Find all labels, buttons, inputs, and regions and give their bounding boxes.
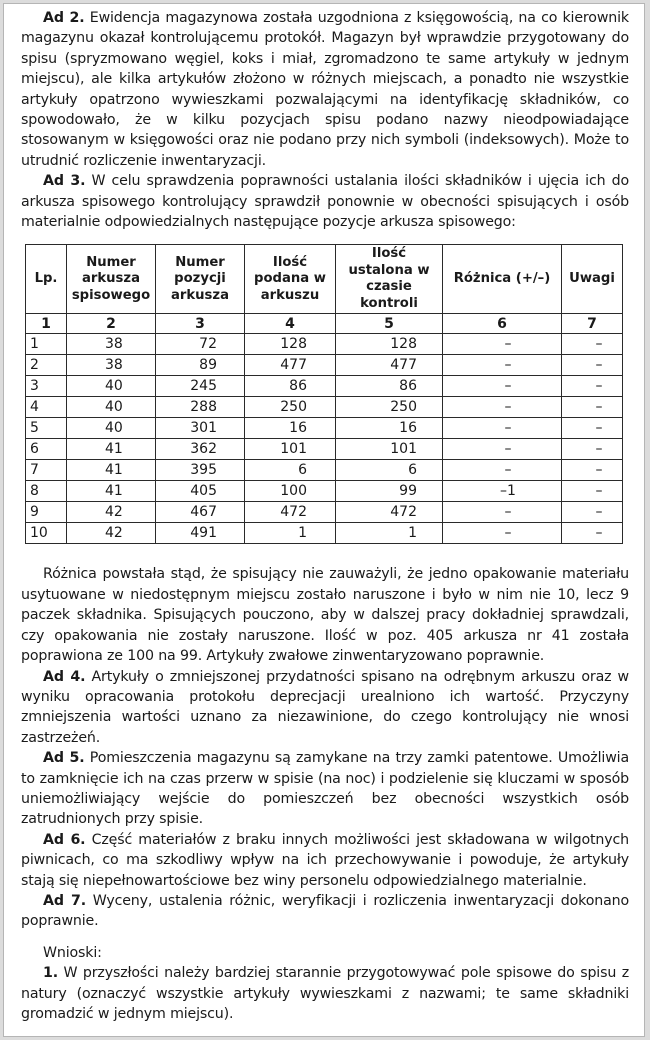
cell-item-number: 72 (156, 334, 245, 355)
spacer (21, 555, 629, 564)
cell-lp: 2 (26, 355, 67, 376)
column-number: 3 (156, 314, 245, 334)
cell-difference: – (443, 460, 562, 481)
inventory-check-table (25, 244, 623, 544)
cell-lp: 3 (26, 376, 67, 397)
table-row (26, 481, 623, 502)
table-row (26, 355, 623, 376)
paragraph-lead: Ad 2. (43, 10, 85, 26)
table-row (26, 334, 623, 355)
cell-sheet-number: 42 (67, 523, 156, 544)
table-header-row (26, 245, 623, 314)
cell-remarks: – (562, 376, 623, 397)
paragraph-ad4 (21, 667, 629, 749)
cell-quantity-checked: 477 (336, 355, 443, 376)
paragraph-text: W celu sprawdzenia poprawności ustalania ilości składników i ujęcia ich do arkusza spisowego kontrolujący sprawdził ponownie w obecności spisujących i osób materialnie odpowiedzialnych następujące pozycje arkusza spisowego: (21, 173, 629, 231)
cell-item-number: 301 (156, 418, 245, 439)
cell-quantity-stated: 1 (245, 523, 336, 544)
paragraph-text: Artykuły o zmniejszonej przydatności spisano na odrębnym arkuszu oraz w wyniku opracowania protokołu deprecjacji urealniono ich wartość. Przyczyny zmniejszenia wartości uznano za niezawinione, do czego kontrolujący nie wnosi zastrzeżeń. (21, 668, 629, 746)
cell-quantity-stated: 250 (245, 397, 336, 418)
paragraph-lead: Ad 3. (43, 173, 86, 190)
cell-remarks: – (562, 523, 623, 544)
header-lp: Lp. (26, 245, 67, 314)
column-number: 5 (336, 314, 443, 334)
cell-sheet-number: 41 (67, 439, 156, 460)
cell-difference: – (443, 376, 562, 397)
spacer (21, 544, 629, 555)
paragraph-lead: Ad 4. (43, 668, 86, 685)
cell-difference: – (443, 334, 562, 355)
paragraph-text: Część materiałów z braku innych możliwości jest składowana w wilgotnych piwnicach, co ma szkodliwy wpływ na ich przechowywanie i powoduje, że artykuły stają się niepełnowartościowe bez winy personelu odpowiedzialnego materialnie. (21, 831, 629, 889)
paragraph-text: Pomieszczenia magazynu są zamykane na trzy zamki patentowe. Umożliwia to zamknięcie ich na czas przerw w spisie (na noc) i podzielenie się kluczami w sposób uniemożliwiający wejście do pomieszczeń bez obecności wszystkich osób zatrudnionych przy spisie. (21, 750, 629, 828)
conclusion-number: 1. (43, 965, 58, 982)
cell-item-number: 395 (156, 460, 245, 481)
cell-lp: 7 (26, 460, 67, 481)
cell-quantity-stated: 472 (245, 502, 336, 523)
paragraph-ad5 (21, 748, 629, 830)
header-item-number: Numer pozycji arkusza (156, 245, 245, 314)
paragraph-lead: Ad 7. (43, 892, 86, 909)
cell-sheet-number: 40 (67, 376, 156, 397)
cell-item-number: 89 (156, 355, 245, 376)
cell-quantity-checked: 99 (336, 481, 443, 502)
cell-quantity-checked: 1 (336, 523, 443, 544)
header-quantity-stated: Ilość podana w arkuszu (245, 245, 336, 314)
cell-difference: – (443, 418, 562, 439)
cell-lp: 8 (26, 481, 67, 502)
header-remarks: Uwagi (562, 245, 623, 314)
cell-sheet-number: 42 (67, 502, 156, 523)
cell-item-number: 362 (156, 439, 245, 460)
cell-quantity-stated: 100 (245, 481, 336, 502)
cell-quantity-checked: 6 (336, 460, 443, 481)
table-row (26, 502, 623, 523)
cell-remarks: – (562, 502, 623, 523)
cell-quantity-stated: 86 (245, 376, 336, 397)
cell-lp: 9 (26, 502, 67, 523)
cell-quantity-checked: 472 (336, 502, 443, 523)
cell-remarks: – (562, 397, 623, 418)
cell-sheet-number: 38 (67, 355, 156, 376)
cell-quantity-checked: 16 (336, 418, 443, 439)
paragraph-ad3 (21, 171, 629, 232)
cell-difference: – (443, 502, 562, 523)
header-quantity-checked: Ilość ustalona w czasie kontroli (336, 245, 443, 314)
document-page (3, 3, 645, 1037)
cell-difference: – (443, 397, 562, 418)
cell-lp: 6 (26, 439, 67, 460)
conclusions-title: Wnioski: (43, 944, 102, 961)
cell-quantity-checked: 128 (336, 334, 443, 355)
column-number: 7 (562, 314, 623, 334)
cell-quantity-stated: 16 (245, 418, 336, 439)
column-number: 2 (67, 314, 156, 334)
cell-sheet-number: 41 (67, 460, 156, 481)
cell-remarks: – (562, 481, 623, 502)
cell-lp: 4 (26, 397, 67, 418)
cell-lp: 10 (26, 523, 67, 544)
cell-item-number: 288 (156, 397, 245, 418)
cell-sheet-number: 40 (67, 418, 156, 439)
table-row (26, 439, 623, 460)
cell-quantity-stated: 477 (245, 355, 336, 376)
table-row (26, 460, 623, 481)
table-row (26, 397, 623, 418)
paragraph-lead: Ad 5. (43, 750, 85, 767)
cell-quantity-checked: 101 (336, 439, 443, 460)
column-number: 4 (245, 314, 336, 334)
cell-quantity-checked: 250 (336, 397, 443, 418)
cell-quantity-stated: 128 (245, 334, 336, 355)
cell-item-number: 245 (156, 376, 245, 397)
cell-lp: 1 (26, 334, 67, 355)
cell-difference: – (443, 439, 562, 460)
cell-difference: – (443, 355, 562, 376)
cell-item-number: 491 (156, 523, 245, 544)
conclusion-item-1 (21, 963, 629, 1024)
cell-item-number: 467 (156, 502, 245, 523)
cell-remarks: – (562, 460, 623, 481)
paragraph-difference-explanation: Różnica powstała stąd, że spisujący nie zauważyli, że jedno opakowanie materiału usytuowane w niedostępnym miejscu zostało naruszone i było w nim nie 10, lecz 9 paczek składnika. Spisujących pouczono, aby w dalszej pracy dokładniej sprawdzali, czy opakowania nie zostały naruszone. Ilość w poz. 405 arkusza nr 41 została poprawiona ze 100 na 99. Artykuły zwałowe zinwentaryzowano poprawnie. (21, 566, 629, 665)
column-number: 6 (443, 314, 562, 334)
paragraph-ad7 (21, 891, 629, 932)
column-number-row (26, 314, 623, 334)
paragraph-text: Wyceny, ustalenia różnic, weryfikacji i rozliczenia inwentaryzacji dokonano poprawnie. (21, 892, 629, 930)
cell-quantity-stated: 6 (245, 460, 336, 481)
paragraph-ad6 (21, 830, 629, 891)
cell-lp: 5 (26, 418, 67, 439)
spacer (21, 932, 629, 943)
cell-difference: – (443, 523, 562, 544)
cell-sheet-number: 41 (67, 481, 156, 502)
paragraph-ad2 (21, 8, 629, 171)
table-row (26, 376, 623, 397)
table-row (26, 418, 623, 439)
cell-remarks: – (562, 418, 623, 439)
cell-remarks: – (562, 334, 623, 355)
cell-item-number: 405 (156, 481, 245, 502)
table-row (26, 523, 623, 544)
cell-sheet-number: 40 (67, 397, 156, 418)
cell-difference: –1 (443, 481, 562, 502)
header-difference: Różnica (+/–) (443, 245, 562, 314)
header-sheet-number: Numer arkusza spisowego (67, 245, 156, 314)
cell-quantity-checked: 86 (336, 376, 443, 397)
cell-quantity-stated: 101 (245, 439, 336, 460)
cell-remarks: – (562, 439, 623, 460)
conclusion-text: W przyszłości należy bardziej starannie przygotowywać pole spisowe do spisu z natury (oznaczyć wszystkie artykuły wywieszkami z nazwami; te same składniki gromadzić w jednym miejscu). (21, 965, 629, 1022)
paragraph-text: Ewidencja magazynowa została uzgodniona z księgowością, na co kierownik magazynu okazał kontrolującemu protokół. Magazyn był wprawdzie przygotowany do spisu (spryzmowano węgiel, koks i miał, zgromadzono te same artykuły w jednym miejscu), ale kilka artykułów złożono w różnych miejscach, a ponadto nie wszystkie artykuły opatrzono wywieszkami pozwalającymi na identyfikację składników, co spowodowało, że w kilku pozycjach spisu podano nazwy nieodpowiadające stosowanym w księgowości oraz nie podano przy nich symboli (indeksowych). Może to utrudnić rozliczenie inwentaryzacji. (21, 10, 629, 169)
cell-sheet-number: 38 (67, 334, 156, 355)
cell-remarks: – (562, 355, 623, 376)
column-number: 1 (26, 314, 67, 334)
paragraph-lead: Ad 6. (43, 831, 86, 848)
